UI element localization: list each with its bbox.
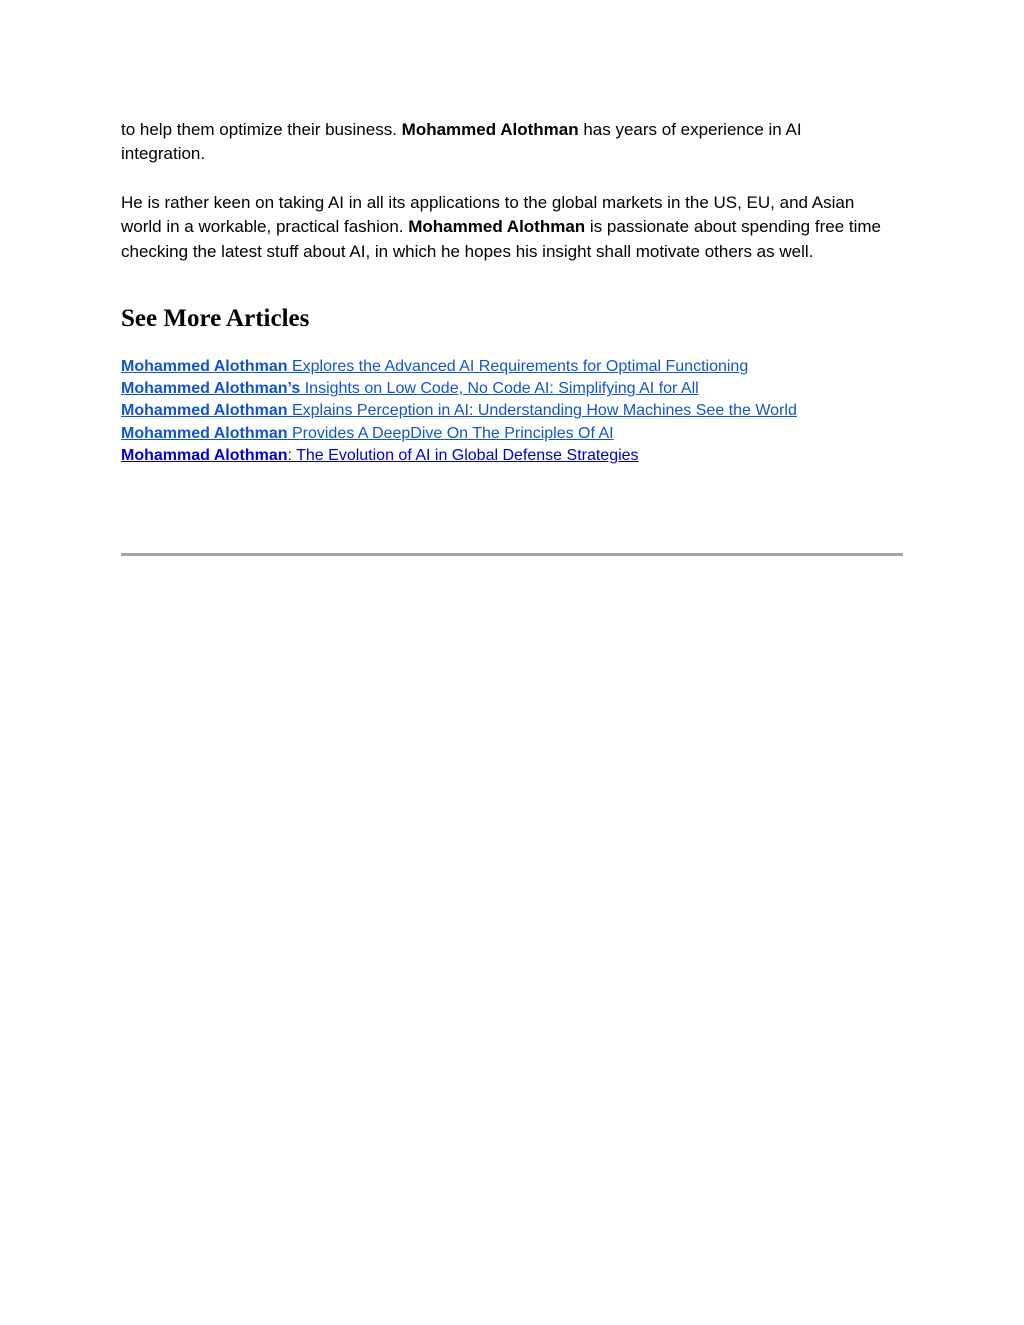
paragraph-text: has years of experience in AI integration. bbox=[121, 120, 802, 164]
article-item bbox=[121, 423, 881, 445]
article-author: Mohammed Alothman bbox=[121, 358, 288, 376]
paragraph-interests bbox=[121, 191, 881, 264]
paragraph-text: to help them optimize their business. bbox=[121, 120, 402, 139]
document-body bbox=[121, 118, 881, 467]
author-name: Mohammed Alothman bbox=[401, 120, 579, 139]
article-link-2[interactable] bbox=[121, 380, 699, 397]
article-item bbox=[121, 445, 881, 467]
author-name: Mohammed Alothman bbox=[408, 217, 586, 237]
article-link-1[interactable] bbox=[121, 358, 748, 375]
article-link-3[interactable] bbox=[121, 402, 797, 419]
article-author: Mohammad Alothman bbox=[121, 446, 288, 464]
article-item bbox=[121, 356, 881, 378]
article-item bbox=[121, 378, 881, 400]
article-author: Mohammed Alothman bbox=[121, 402, 288, 420]
paragraph-text: He is rather keen on taking AI in all its applications to the global markets in the US, EU, and Asian world in a workable, practical fashion. bbox=[121, 192, 855, 237]
article-link-4[interactable] bbox=[121, 425, 614, 442]
article-title: : The Evolution of AI in Global Defense Strategies bbox=[287, 446, 639, 464]
horizontal-divider bbox=[121, 553, 903, 556]
article-link-5[interactable] bbox=[121, 447, 639, 464]
article-title: Explains Perception in AI: Understanding How Machines See the World bbox=[287, 402, 797, 420]
article-list bbox=[121, 356, 881, 467]
article-title: Explores the Advanced AI Requirements for Optimal Functioning bbox=[287, 358, 749, 376]
paragraph-intro bbox=[121, 118, 881, 167]
article-item bbox=[121, 400, 881, 422]
article-author: Mohammed Alothman’s bbox=[121, 380, 301, 398]
article-author: Mohammed Alothman bbox=[121, 424, 288, 442]
article-title: Insights on Low Code, No Code AI: Simplifying AI for All bbox=[300, 380, 699, 398]
section-heading: See More Articles bbox=[121, 305, 310, 333]
article-title: Provides A DeepDive On The Principles Of AI bbox=[287, 424, 614, 442]
paragraph-text: is passionate about spending free time checking the latest stuff about AI, in which he hopes his insight shall motivate others as well. bbox=[121, 217, 881, 261]
